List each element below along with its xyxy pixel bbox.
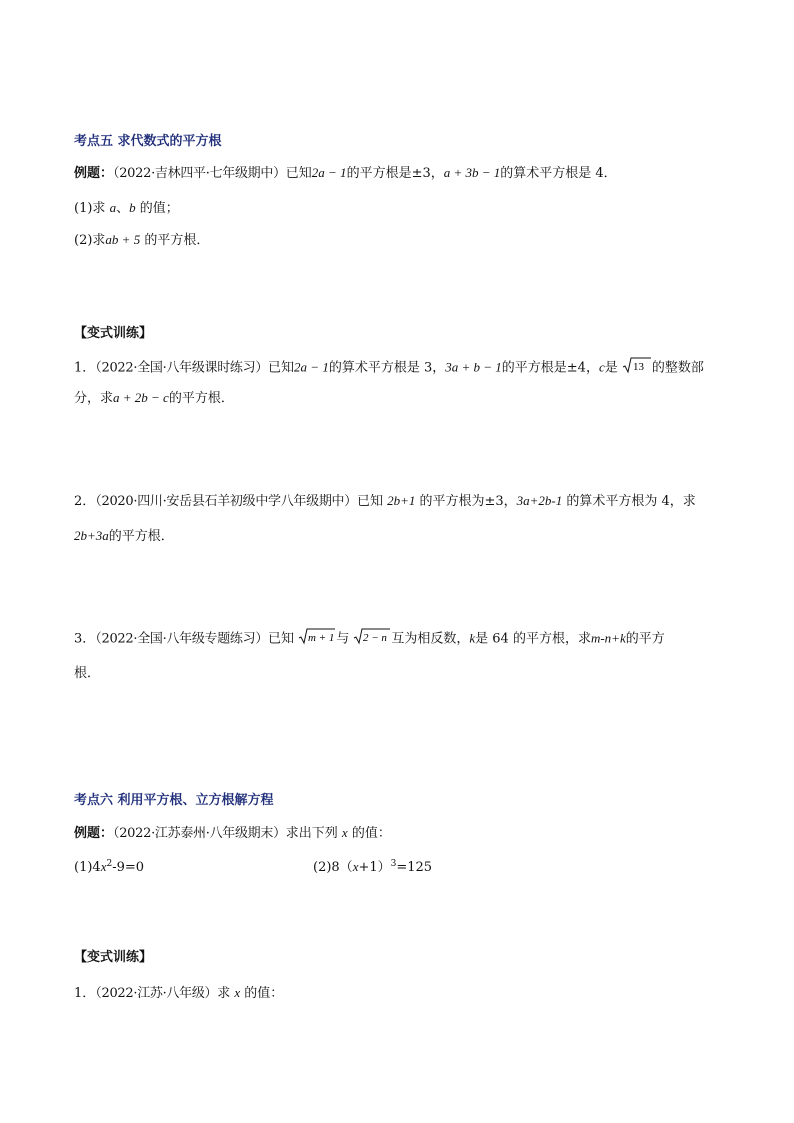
sqrt-2-minus-n bbox=[353, 627, 391, 651]
training5-problem-1-line2: 分，求a + 2b − c的平方根． bbox=[74, 390, 234, 406]
section6-equation-1: $(1)4x^2-9=0$ bbox=[74, 859, 145, 875]
example-label: 例题： bbox=[74, 166, 114, 181]
section6-example: 例题：（2022·江苏泰州·八年级期末）求出下列 x 的值： bbox=[74, 825, 391, 841]
training6-title: 【变式训练】 bbox=[74, 950, 153, 965]
section6-equation-2: $(2)8(x+1)^3=125$ bbox=[313, 859, 433, 875]
training5-problem-1: 1．（2022·全国·八年级课时练习）已知2a − 1的算术平方根是 3，3a + b − 1的平方根是±4，c是 13 的整数部 bbox=[74, 356, 704, 380]
training6-problem-1: 1．（2022·江苏·八年级）求 x 的值： bbox=[74, 985, 284, 1001]
section6-title: 考点六 利用平方根、立方根解方程 bbox=[74, 793, 274, 808]
training5-problem-3: 3．（2022·全国·八年级专题练习）已知 m + 1 与 2 − n 互为相反数，k是 64 的平方根，求m-n+k的平方 bbox=[74, 627, 665, 651]
radicand: m + 1 bbox=[308, 632, 335, 644]
training5-problem-2-line2: 2b+3a的平方根． bbox=[74, 528, 174, 544]
radicand: 13 bbox=[632, 361, 644, 373]
training5-problem-3-line2: 根． bbox=[74, 666, 101, 681]
sqrt-m-plus-1 bbox=[298, 627, 336, 651]
radical-sign-icon bbox=[622, 356, 652, 374]
training5-problem-2: 2．（2020·四川·安岳县石羊初级中学八年级期中）已知 2b+1 的平方根为±3，3a+2b-1 的算术平方根为 4，求 bbox=[74, 493, 696, 509]
radical-sign-icon bbox=[353, 627, 391, 645]
section5-question-1: (1)求 a、b 的值； bbox=[74, 200, 179, 216]
example-label: 例题： bbox=[74, 826, 114, 841]
radicand: 2 − n bbox=[363, 632, 388, 644]
section5-title: 考点五 求代数式的平方根 bbox=[74, 134, 222, 149]
section5-question-2: (2)求ab + 5 的平方根． bbox=[74, 232, 210, 248]
radical-sign-icon bbox=[298, 627, 336, 645]
sqrt-13 bbox=[622, 356, 652, 380]
section5-example: 例题：（2022·吉林四平·七年级期中）已知2a − 1的平方根是±3，a + 3b − 1的算术平方根是 4． bbox=[74, 165, 617, 181]
training5-title: 【变式训练】 bbox=[74, 326, 153, 341]
